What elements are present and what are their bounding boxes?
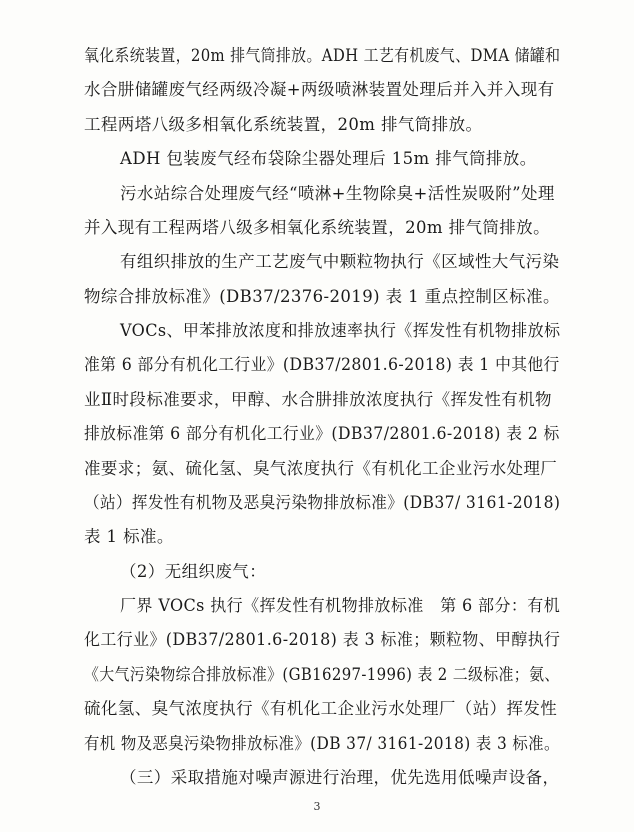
paragraph-line-12: 排放标准第 6 部分有机化工行业》(DB37/2801.6-2018) 表 2 标 [84, 424, 560, 443]
paragraph-line-22: （三）采取措施对噪声源进行治理，优先选用低噪声设备， [120, 768, 560, 787]
paragraph-line-1: 氧化系统装置，20m 排气筒排放。ADH 工艺有机废气、DMA 储罐和 [84, 46, 561, 65]
paragraph-line-5: 污水站综合处理废气经“喷淋+生物除臭+活性炭吸附”处理 [120, 184, 555, 203]
paragraph-line-13: 准要求；氨、硫化氢、臭气浓度执行《有机化工企业污水处理厂 [84, 459, 558, 478]
paragraph-line-2: 水合肼储罐废气经两级冷凝+两级喷淋装置处理后并入并入现有 [84, 80, 555, 99]
page-number: 3 [313, 800, 321, 813]
paragraph-line-7: 有组织排放的生产工艺废气中颗粒物执行《区域性大气污染 [120, 252, 560, 271]
paragraph-line-9: VOCs、甲苯排放浓度和排放速率执行《挥发性有机物排放标 [120, 321, 561, 340]
paragraph-line-15: 表 1 标准。 [84, 527, 174, 546]
section-heading: （2）无组织废气： [120, 562, 267, 581]
paragraph-line-6: 并入现有工程两塔八级多相氧化系统装置，20m 排气筒排放。 [84, 218, 550, 237]
paragraph-line-19: 《大气污染物综合排放标准》(GB16297-1996) 表 2 二级标准；氨、 [84, 665, 560, 684]
paragraph-line-17: 厂界 VOCs 执行《挥发性有机物排放标准 第 6 部分：有机 [120, 596, 561, 615]
paragraph-line-10: 准第 6 部分有机化工行业》(DB37/2801.6-2018) 表 1 中其他行 [84, 355, 560, 374]
paragraph-line-20: 硫化氢、臭气浓度执行《有机化工企业污水处理厂（站）挥发性 [84, 699, 558, 718]
paragraph-line-3: 工程两塔八级多相氧化系统装置，20m 排气筒排放。 [84, 115, 483, 134]
paragraph-line-4: ADH 包装废气经布袋除尘器处理后 15m 排气筒排放。 [120, 149, 537, 168]
paragraph-line-21: 有机 物及恶臭污染物排放标准》(DB 37/ 3161-2018) 表 3 标准。 [84, 734, 560, 753]
paragraph-line-8: 物综合排放标准》(DB37/2376-2019) 表 1 重点控制区标准。 [84, 287, 560, 306]
paragraph-line-14: （站）挥发性有机物及恶臭污染物排放标准》(DB37/ 3161-2018) [84, 493, 561, 512]
paragraph-line-18: 化工行业》(DB37/2801.6-2018) 表 3 标准；颗粒物、甲醇执行 [84, 630, 561, 649]
paragraph-line-11: 业Ⅱ时段标准要求，甲醇、水合肼排放浓度执行《挥发性有机物 [84, 390, 552, 409]
